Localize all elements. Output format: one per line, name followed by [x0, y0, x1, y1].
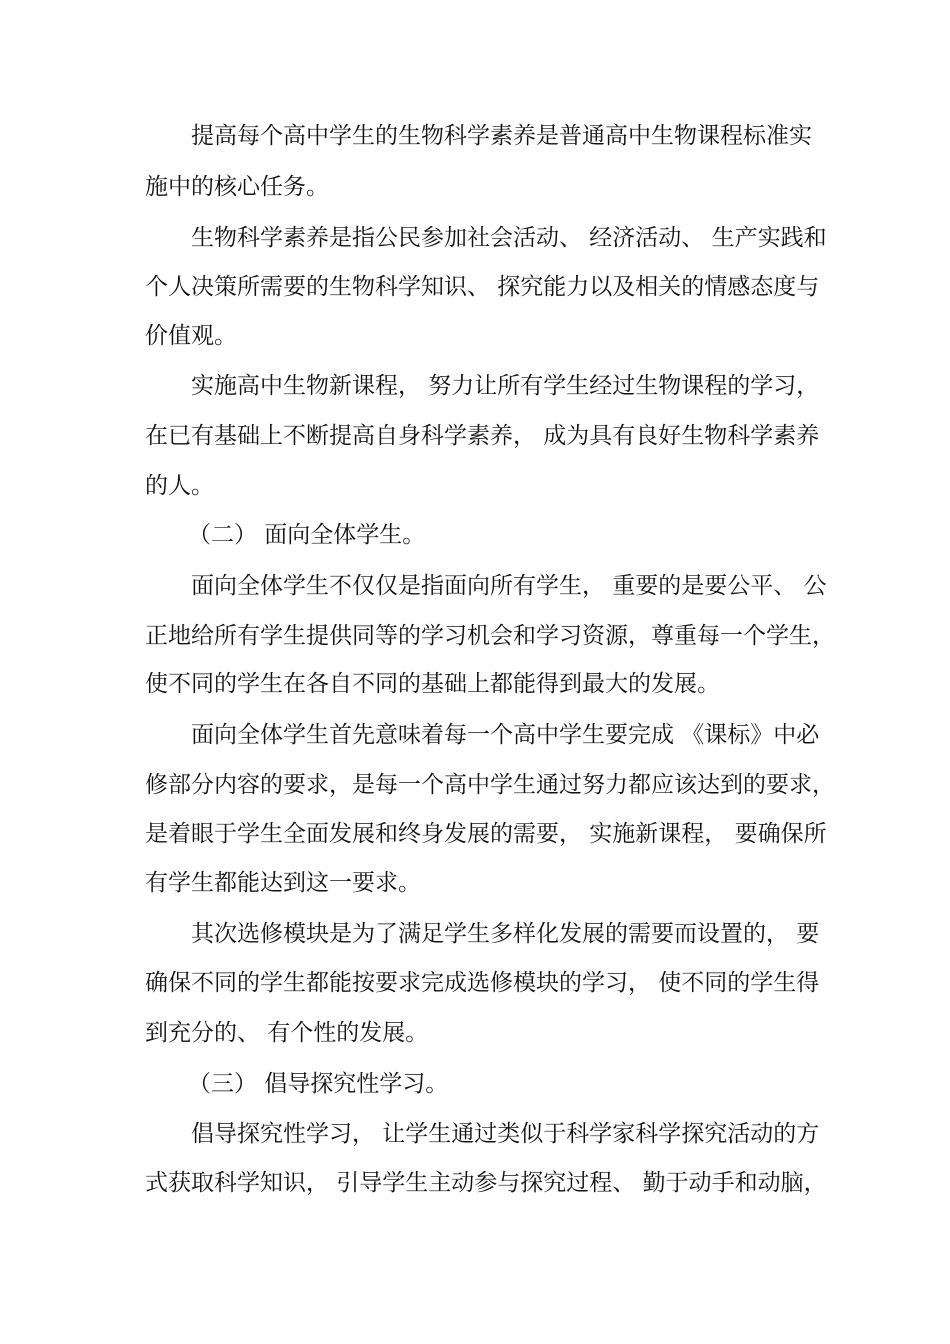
- text-line: 修部分内容的要求，是每一个高中学生通过努力都应该达到的要求，: [145, 772, 835, 798]
- text-line: 施中的核心任务。: [145, 174, 329, 200]
- text-line: 价值观。: [145, 323, 237, 349]
- text-line: 使不同的学生在各自不同的基础上都能得到最大的发展。: [145, 671, 720, 697]
- text-line: 其次选修模块是为了满足学生多样化发展的需要而设置的， 要: [191, 921, 820, 947]
- text-line: 到充分的、 有个性的发展。: [145, 1020, 429, 1046]
- text-line: 生物科学素养是指公民参加社会活动、 经济活动、 生产实践和: [191, 225, 827, 251]
- text-line: 在已有基础上不断提高自身科学素养， 成为具有良好生物科学素养: [145, 423, 820, 449]
- text-line: 的人。: [145, 473, 214, 499]
- text-line: 式获取科学知识， 引导学生主动参与探究过程、 勤于动手和动脑，: [145, 1170, 827, 1196]
- text-line: 是着眼于学生全面发展和终身发展的需要， 实施新课程， 要确保所: [145, 821, 827, 847]
- text-line: 确保不同的学生都能按要求完成选修模块的学习， 使不同的学生得: [145, 970, 820, 996]
- text-line: 提高每个高中学生的生物科学素养是普通高中生物课程标准实: [191, 123, 812, 149]
- section-heading: （三） 倡导探究性学习。: [188, 1071, 449, 1097]
- text-line: 个人决策所需要的生物科学知识、 探究能力以及相关的情感态度与: [145, 274, 820, 300]
- text-line: 正地给所有学生提供同等的学习机会和学习资源，尊重每一个学生，: [145, 623, 835, 649]
- text-line: 面向全体学生首先意味着每一个高中学生要完成 《课标》中必: [191, 722, 820, 748]
- text-line: 面向全体学生不仅仅是指面向所有学生， 重要的是要公平、 公: [191, 573, 827, 599]
- text-line: 实施高中生物新课程， 努力让所有学生经过生物课程的学习，: [191, 373, 820, 399]
- text-line: 有学生都能达到这一要求。: [145, 870, 421, 896]
- text-line: 倡导探究性学习， 让学生通过类似于科学家科学探究活动的方: [191, 1121, 820, 1147]
- section-heading: （二） 面向全体学生。: [188, 522, 426, 548]
